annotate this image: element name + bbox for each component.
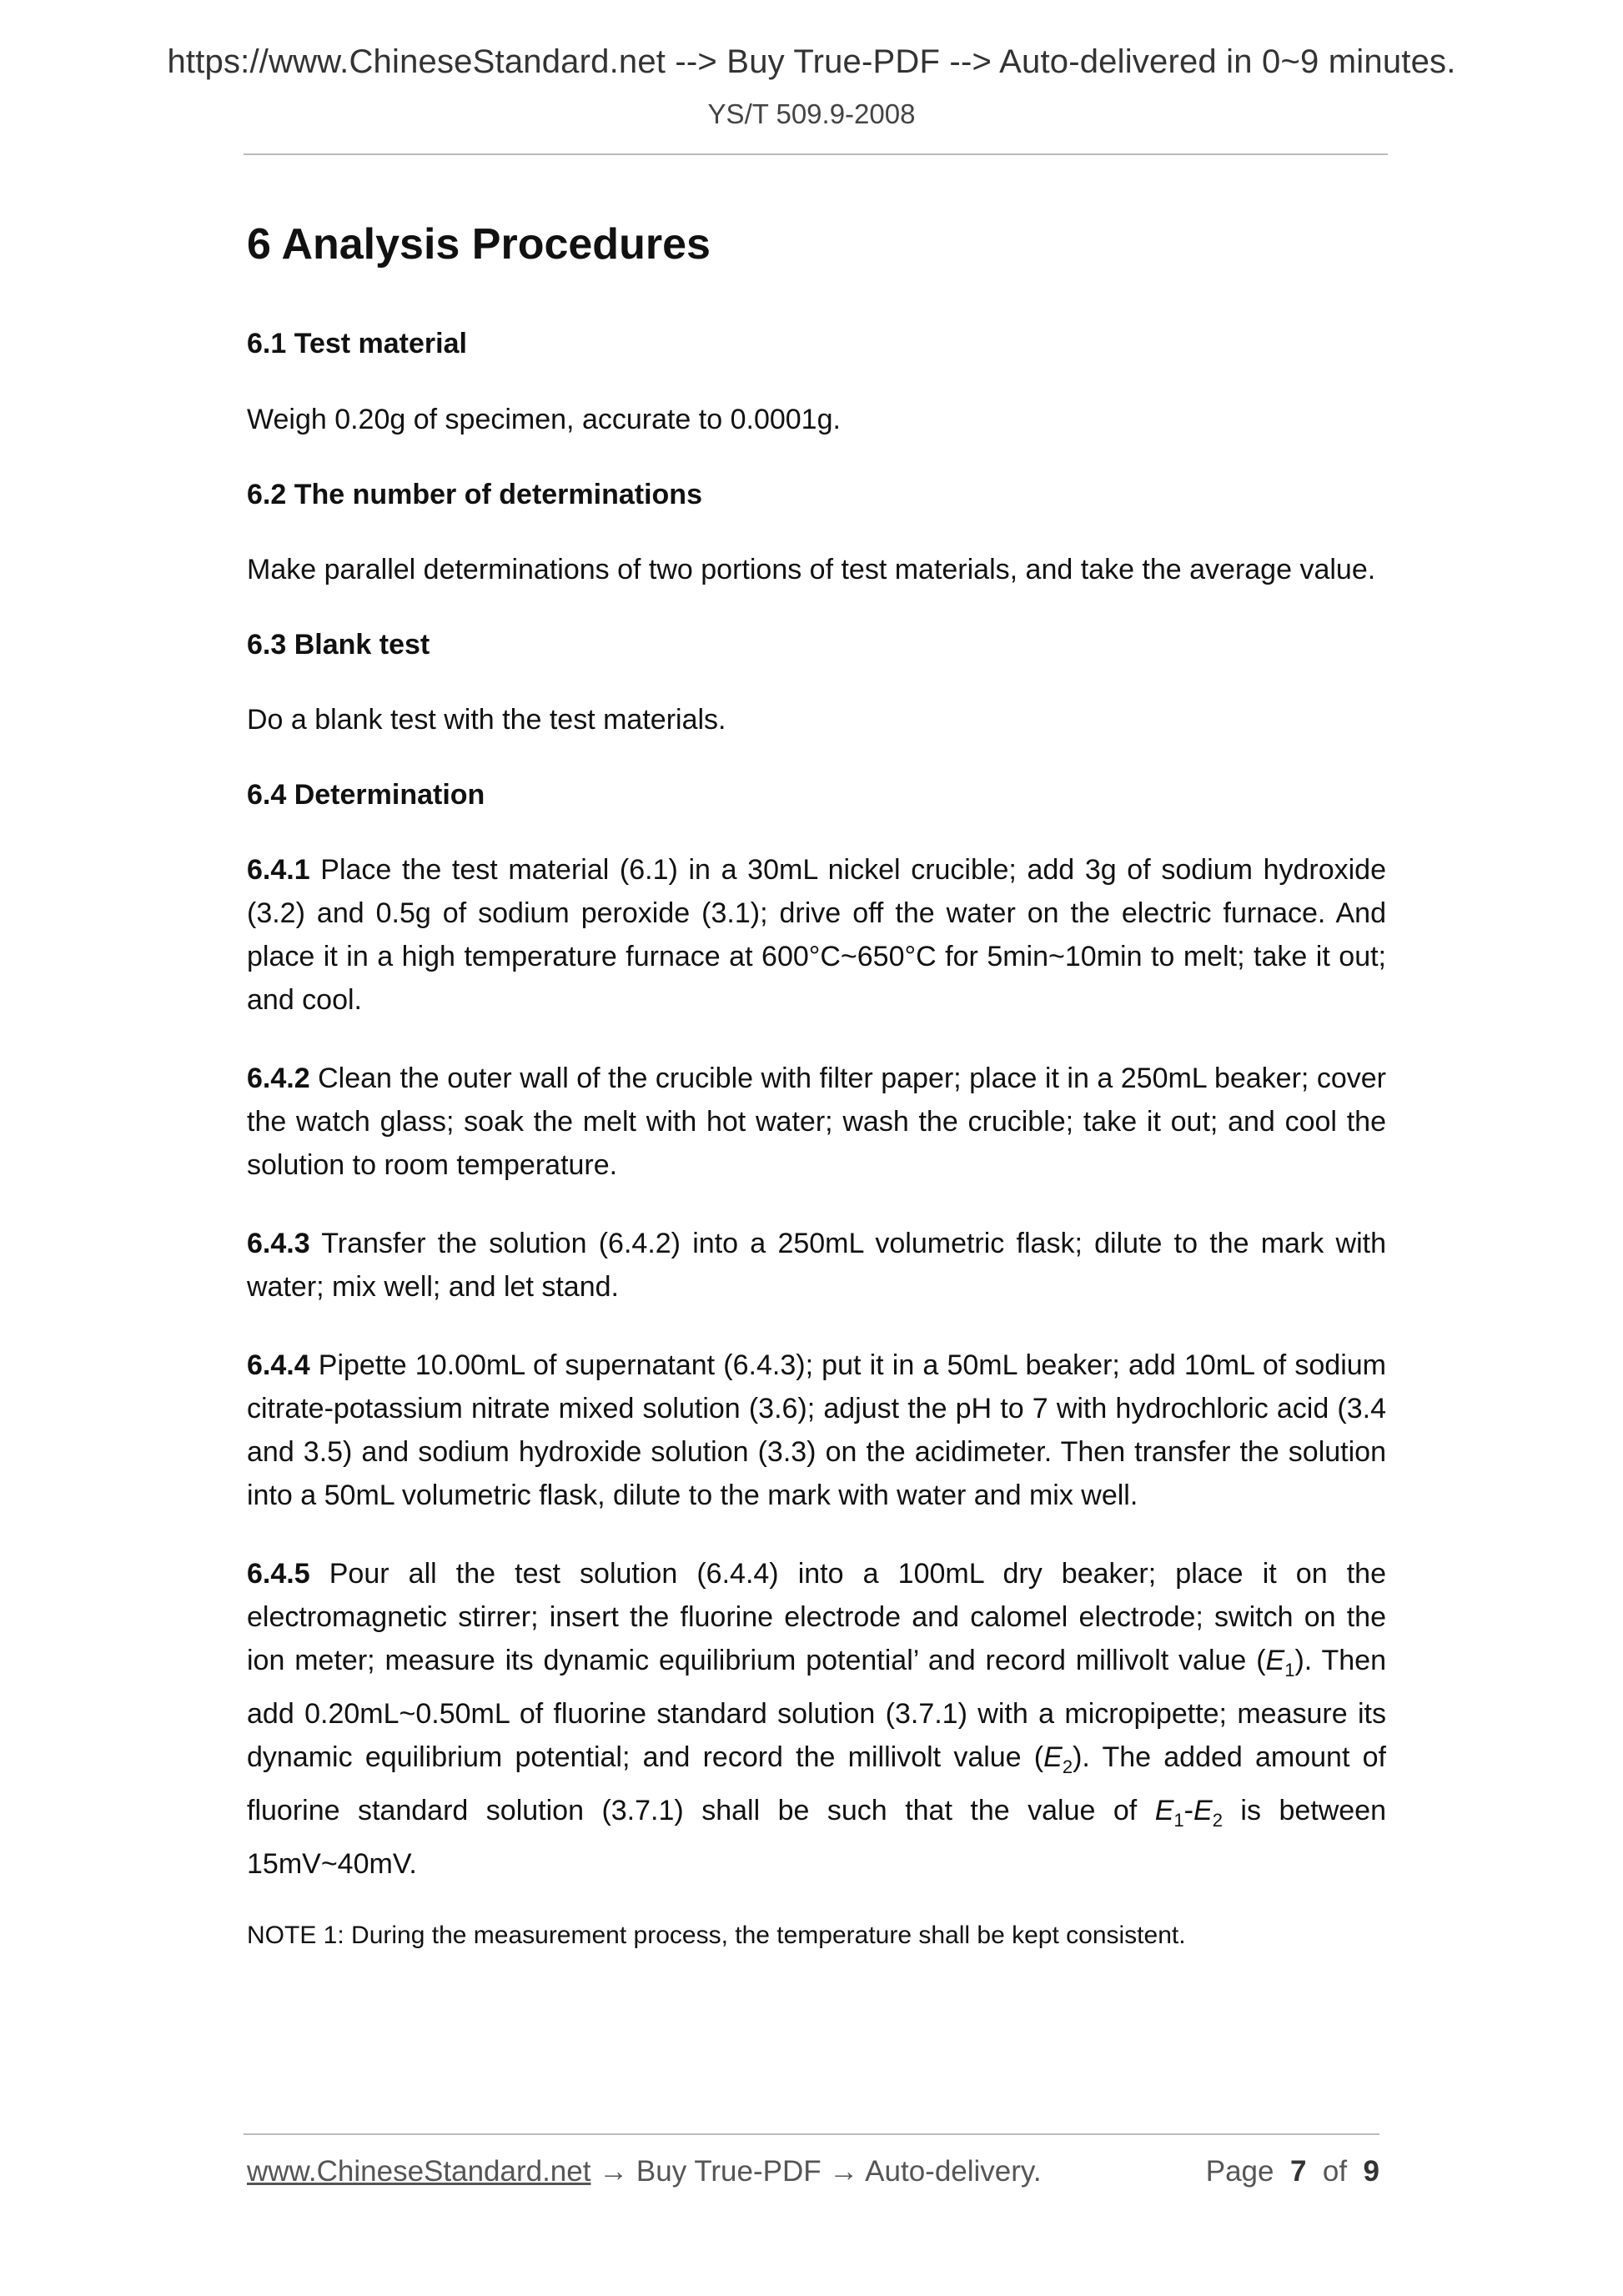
page-current: 7 [1289,2155,1307,2188]
clause-number: 6.4.3 [247,1228,310,1260]
footer-divider [244,2133,1379,2135]
clause-text: ). Then add 0.20mL~0.50mL of fluorine standard solution (3.7.1) with a micropipette; measure its dynamic equilibrium potential; and record the millivolt value ( [247,1645,1386,1773]
note-1: NOTE 1: During the measurement process, the temperature shall be kept consistent. [247,1921,1186,1949]
heading-6-3: 6.3 Blank test [247,628,430,661]
page-label: Page [1205,2155,1274,2188]
heading-6-4: 6.4 Determination [247,778,485,811]
subscript: 1 [1173,1809,1184,1831]
variable-e: E [1154,1794,1174,1826]
page-indicator [1206,2155,1379,2188]
paragraph-6-3: Do a blank test with the test materials. [247,703,726,736]
subscript: 2 [1062,1756,1073,1777]
heading-6-1: 6.1 Test material [247,328,467,360]
clause-text: Place the test material (6.1) in a 30mL nickel crucible; add 3g of sodium hydroxide (3.2) and 0.5g of sodium peroxide (3.1); drive off the water on the electric furnace. And place it in a high temperature furnace at 600°C~650°C for 5min~10min to melt; take it out; and cool. [247,854,1386,1017]
header-divider [244,153,1388,155]
variable-e: E [1043,1741,1063,1773]
clause-number: 6.4.4 [247,1349,310,1382]
footer-left [247,2155,1042,2188]
clause-text: ). The added amount of fluorine standard solution (3.7.1) shall be such that the value of [247,1741,1386,1826]
document-body [247,219,1386,1989]
clause-number: 6.4.5 [247,1558,310,1590]
variable-e: E [1193,1794,1213,1826]
clause-number: 6.4.2 [247,1063,310,1095]
paragraph-6-4-2 [247,1057,1386,1187]
footer-tagline: → Buy True-PDF → Auto-delivery. [590,2155,1042,2188]
clause-text: Pipette 10.00mL of supernatant (6.4.3); put it in a 50mL beaker; add 10mL of sodium citrate-potassium nitrate mixed solution (3.6); adjust the pH to 7 with hydrochloric acid (3.4 and 3.5) and sodium hydroxide solution (3.3) on the acidimeter. Then transfer the solution into a 50mL volumetric flask, dilute to the mark with water and mix well. [247,1349,1386,1512]
heading-6-2: 6.2 The number of determinations [247,478,702,510]
clause-text: Transfer the solution (6.4.2) into a 250mL volumetric flask; dilute to the mark with water; mix well; and let stand. [247,1228,1386,1304]
standard-code: YS/T 509.9-2008 [707,98,916,129]
section-title: 6 Analysis Procedures [247,220,711,269]
clause-text: Clean the outer wall of the crucible with filter paper; place it in a 250mL beaker; cover the watch glass; soak the melt with hot water; wash the crucible; take it out; and cool the solution to room temperature. [247,1063,1386,1182]
subscript: 2 [1212,1809,1223,1831]
header-banner: https://www.ChineseStandard.net --> Buy True-PDF --> Auto-delivered in 0~9 minutes. [167,43,1456,80]
paragraph-6-2: Make parallel determinations of two portions of test materials, and take the average value. [247,553,1376,585]
paragraph-6-1: Weigh 0.20g of specimen, accurate to 0.0001g. [247,403,841,435]
paragraph-6-4-4 [247,1344,1386,1517]
site-link[interactable]: www.ChineseStandard.net [247,2155,591,2188]
subscript: 1 [1284,1659,1295,1681]
paragraph-6-4-3 [247,1222,1386,1309]
paragraph-6-4-5 [247,1552,1386,1885]
page-total: 9 [1363,2155,1379,2188]
of-label: of [1322,2155,1348,2188]
variable-e: E [1265,1645,1285,1677]
minus-sign: - [1183,1794,1193,1826]
clause-text: Pour all the test solution (6.4.4) into a 100mL dry beaker; place it on the electromagnetic stirrer; insert the fluorine electrode and calomel electrode; switch on the ion meter; measure its dynamic equilibrium potential’ and record millivolt value ( [247,1558,1386,1677]
clause-text: is between 15mV~40mV. [247,1794,1386,1880]
clause-number: 6.4.1 [247,854,310,887]
paragraph-6-4-1 [247,848,1386,1022]
